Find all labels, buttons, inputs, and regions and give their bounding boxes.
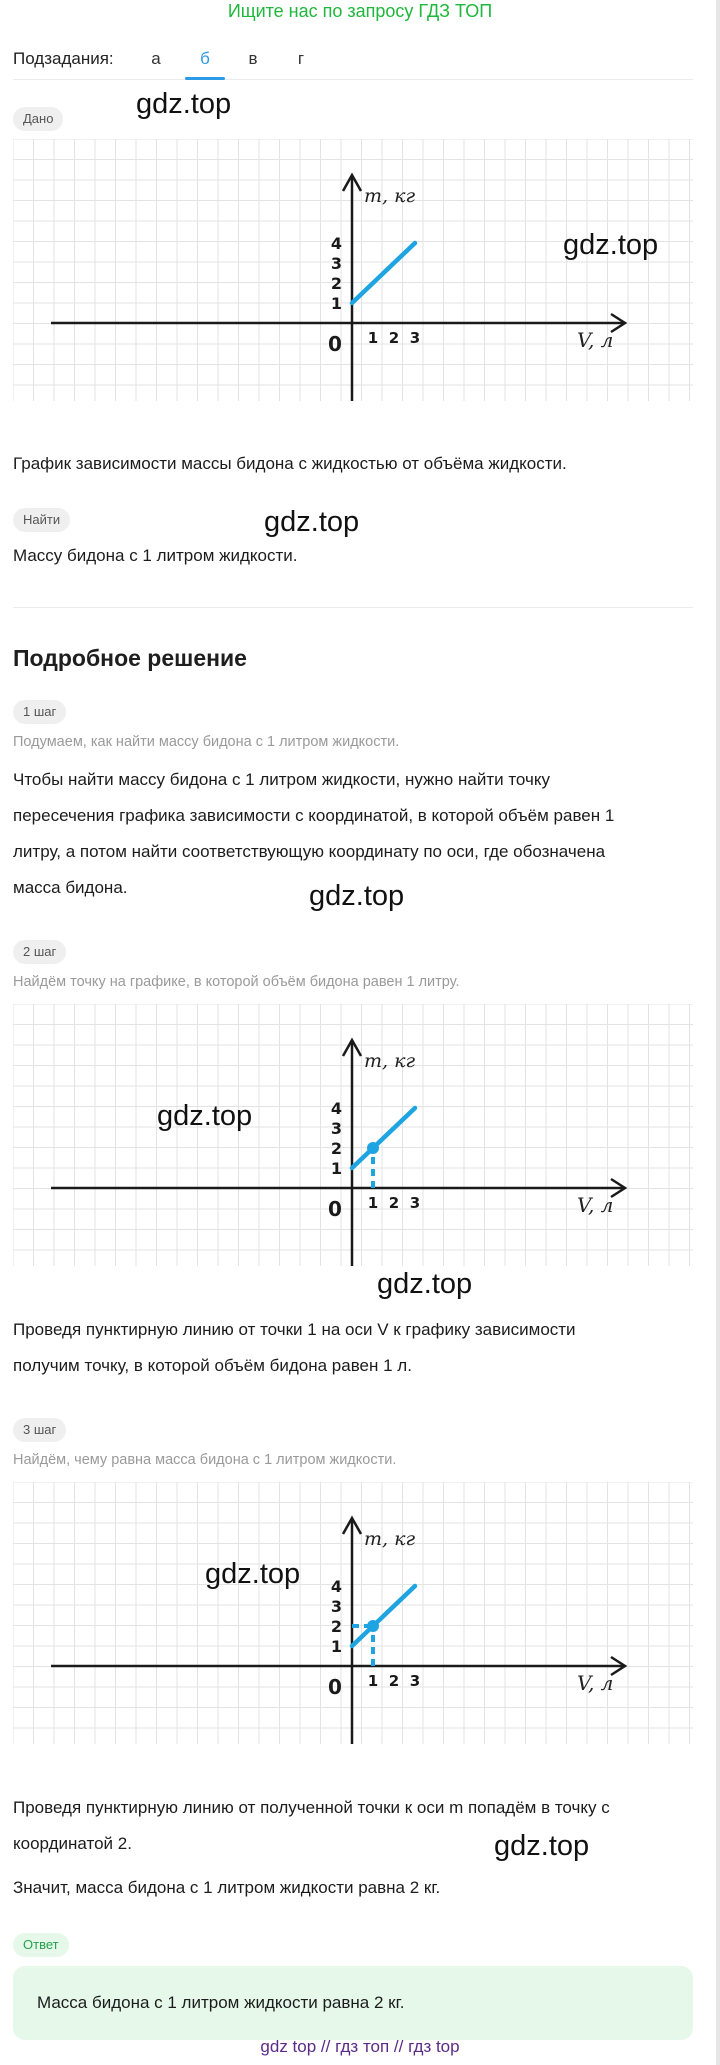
- y-tick-label: 2: [330, 1139, 342, 1158]
- subtasks-label: Подзадания:: [13, 49, 114, 68]
- x-tick-label: 3: [409, 1194, 421, 1212]
- given-text: График зависимости массы бидона с жидкостью от объёма жидкости.: [13, 454, 567, 473]
- origin-label: 0: [328, 1675, 342, 1699]
- watermark: gdz.top: [563, 229, 659, 261]
- tabs-divider: [13, 79, 693, 80]
- y-tick-label: 1: [330, 294, 342, 313]
- y-tick-label: 3: [330, 254, 342, 273]
- answer-text: Масса бидона с 1 литром жидкости равна 2 кг.: [37, 1993, 405, 2012]
- highlight-point: [367, 1142, 379, 1154]
- x-tick-label: 3: [409, 1672, 421, 1690]
- step2-chip: 2 шаг: [13, 940, 66, 964]
- origin-label: 0: [328, 332, 342, 356]
- x-tick-label: 3: [409, 329, 421, 347]
- step1-hint: Подумаем, как найти массу бидона с 1 литром жидкости.: [13, 734, 400, 750]
- promo-banner: Ищите нас по запросу ГДЗ ТОП: [227, 1, 493, 21]
- watermark: gdz.top: [205, 1558, 301, 1590]
- scrollbar-track[interactable]: [716, 0, 720, 2065]
- step1-line: литру, а потом найти соответствующую координату по оси, где обозначена: [13, 842, 606, 861]
- step2-hint: Найдём точку на графике, в которой объём бидона равен 1 литру.: [13, 974, 460, 990]
- step1-chip: 1 шаг: [13, 700, 66, 724]
- y-axis-label: m, кг: [364, 1050, 416, 1072]
- step3-line: Проведя пунктирную линию от полученной точки к оси m попадём в точку с: [13, 1798, 610, 1817]
- y-tick-label: 2: [330, 274, 342, 293]
- tab-b[interactable]: б: [200, 49, 210, 68]
- x-tick-label: 2: [388, 1194, 400, 1212]
- x-tick-label: 1: [367, 1672, 379, 1690]
- y-tick-label: 1: [330, 1637, 342, 1656]
- watermark: gdz.top: [377, 1268, 473, 1300]
- y-tick-label: 4: [330, 1099, 342, 1118]
- watermark: gdz.top: [494, 1830, 590, 1862]
- find-text: Массу бидона с 1 литром жидкости.: [13, 546, 298, 565]
- y-tick-label: 4: [330, 1577, 342, 1596]
- answer-chip: Ответ: [13, 1933, 69, 1957]
- tab-g[interactable]: г: [297, 49, 305, 68]
- y-tick-label: 1: [330, 1159, 342, 1178]
- watermark: gdz.top: [157, 1100, 253, 1132]
- active-tab-indicator: [185, 77, 225, 80]
- x-tick-label: 2: [388, 1672, 400, 1690]
- find-chip: Найти: [13, 508, 70, 532]
- x-axis-label: V, л: [577, 1193, 614, 1217]
- y-axis-label: m, кг: [364, 1528, 416, 1550]
- tab-v[interactable]: в: [248, 49, 258, 68]
- step3-chip: 3 шаг: [13, 1418, 66, 1442]
- step3-line: координатой 2.: [13, 1834, 132, 1853]
- step3-hint: Найдём, чему равна масса бидона с 1 литром жидкости.: [13, 1452, 397, 1468]
- step1-line: пересечения графика зависимости с координатой, в которой объём равен 1: [13, 806, 615, 825]
- graph-given: [13, 139, 693, 401]
- graph-step3: [13, 1482, 693, 1744]
- step1-line: масса бидона.: [13, 878, 128, 897]
- x-tick-label: 1: [367, 1194, 379, 1212]
- watermark: gdz.top: [264, 506, 360, 538]
- origin-label: 0: [328, 1197, 342, 1221]
- y-tick-label: 2: [330, 1617, 342, 1636]
- step1-line: Чтобы найти массу бидона с 1 литром жидкости, нужно найти точку: [13, 770, 550, 789]
- graph-step2: [13, 1004, 693, 1266]
- watermark: gdz.top: [309, 880, 405, 912]
- x-tick-label: 1: [367, 329, 379, 347]
- x-axis-label: V, л: [577, 328, 614, 352]
- y-axis-label: m, кг: [364, 185, 416, 207]
- step2-line: Проведя пунктирную линию от точки 1 на оси V к графику зависимости: [13, 1320, 576, 1339]
- x-tick-label: 2: [388, 329, 400, 347]
- given-chip: Дано: [13, 107, 63, 131]
- y-tick-label: 3: [330, 1597, 342, 1616]
- highlight-point: [367, 1620, 379, 1632]
- watermark: gdz.top: [136, 88, 232, 120]
- y-tick-label: 3: [330, 1119, 342, 1138]
- footer-links[interactable]: gdz top // гдз топ // гдз top: [260, 2037, 460, 2056]
- solution-title: Подробное решение: [13, 645, 247, 671]
- tab-a[interactable]: а: [151, 49, 161, 68]
- x-axis-label: V, л: [577, 1671, 614, 1695]
- step3-line: Значит, масса бидона с 1 литром жидкости равна 2 кг.: [13, 1878, 441, 1897]
- y-tick-label: 4: [330, 234, 342, 253]
- step2-line: получим точку, в которой объём бидона равен 1 л.: [13, 1356, 412, 1375]
- section-divider: [13, 607, 693, 608]
